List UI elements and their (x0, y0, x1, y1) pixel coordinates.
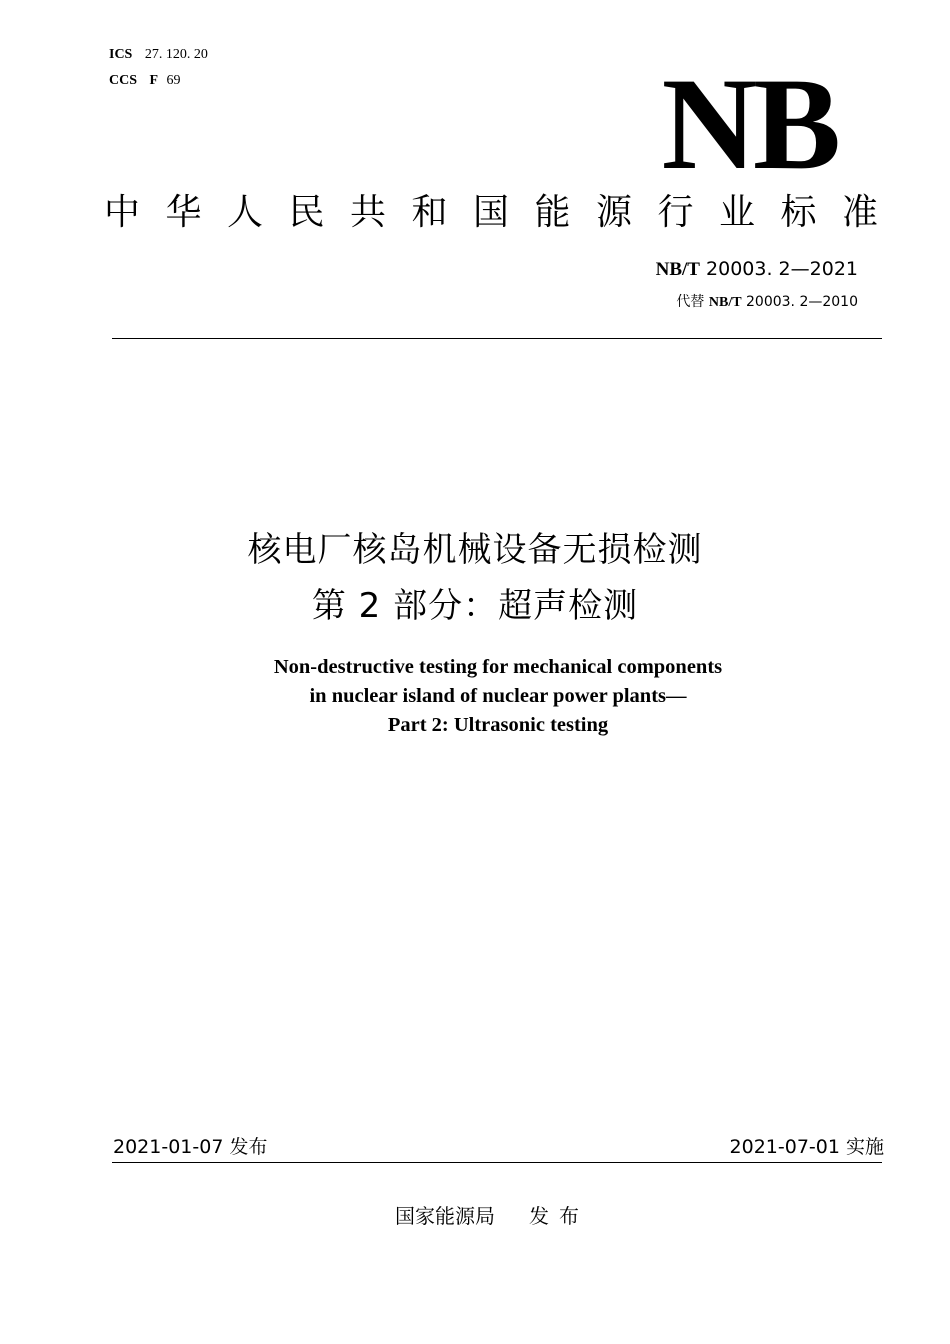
ccs-value-bold: F (149, 73, 159, 88)
replaces-rest: 20003. 2—2010 (746, 294, 858, 310)
ics-value: 27. 120. 20 (144, 47, 208, 62)
standard-number (656, 258, 858, 281)
title-cn-line2: 第 2 部分：超声检测 (311, 586, 639, 626)
nb-logo: NB (661, 50, 837, 197)
ccs-value: 69 (166, 73, 181, 88)
title-en-line3: Part 2: Ultrasonic testing (387, 714, 609, 736)
replaces-label: 代替 (676, 294, 705, 310)
ics-code (109, 46, 208, 63)
standard-number-rest: 20003. 2—2021 (706, 258, 858, 280)
publisher-line (395, 1200, 589, 1229)
title-en-line1: Non-destructive testing for mechanical components (273, 656, 723, 678)
ccs-label: CCS (109, 73, 138, 88)
effective-date: 2021-07-01 实施 (729, 1136, 884, 1158)
publisher-action: 发布 (529, 1204, 589, 1228)
ics-label: ICS (109, 47, 133, 62)
title-en-line2: in nuclear island of nuclear power plants— (309, 685, 687, 707)
ccs-code (109, 72, 180, 89)
replaces-prefix: NB/T (708, 295, 742, 310)
top-divider (112, 338, 882, 339)
bottom-divider (112, 1162, 882, 1163)
industry-standard-title: 中华人民共和国能源行业标准 (104, 192, 904, 233)
title-cn-line1: 核电厂核岛机械设备无损检测 (247, 530, 703, 570)
publisher-name: 国家能源局 (395, 1204, 495, 1228)
standard-number-prefix: NB/T (655, 259, 700, 280)
issue-date: 2021-01-07 发布 (113, 1136, 268, 1158)
replaces-standard (676, 291, 858, 311)
